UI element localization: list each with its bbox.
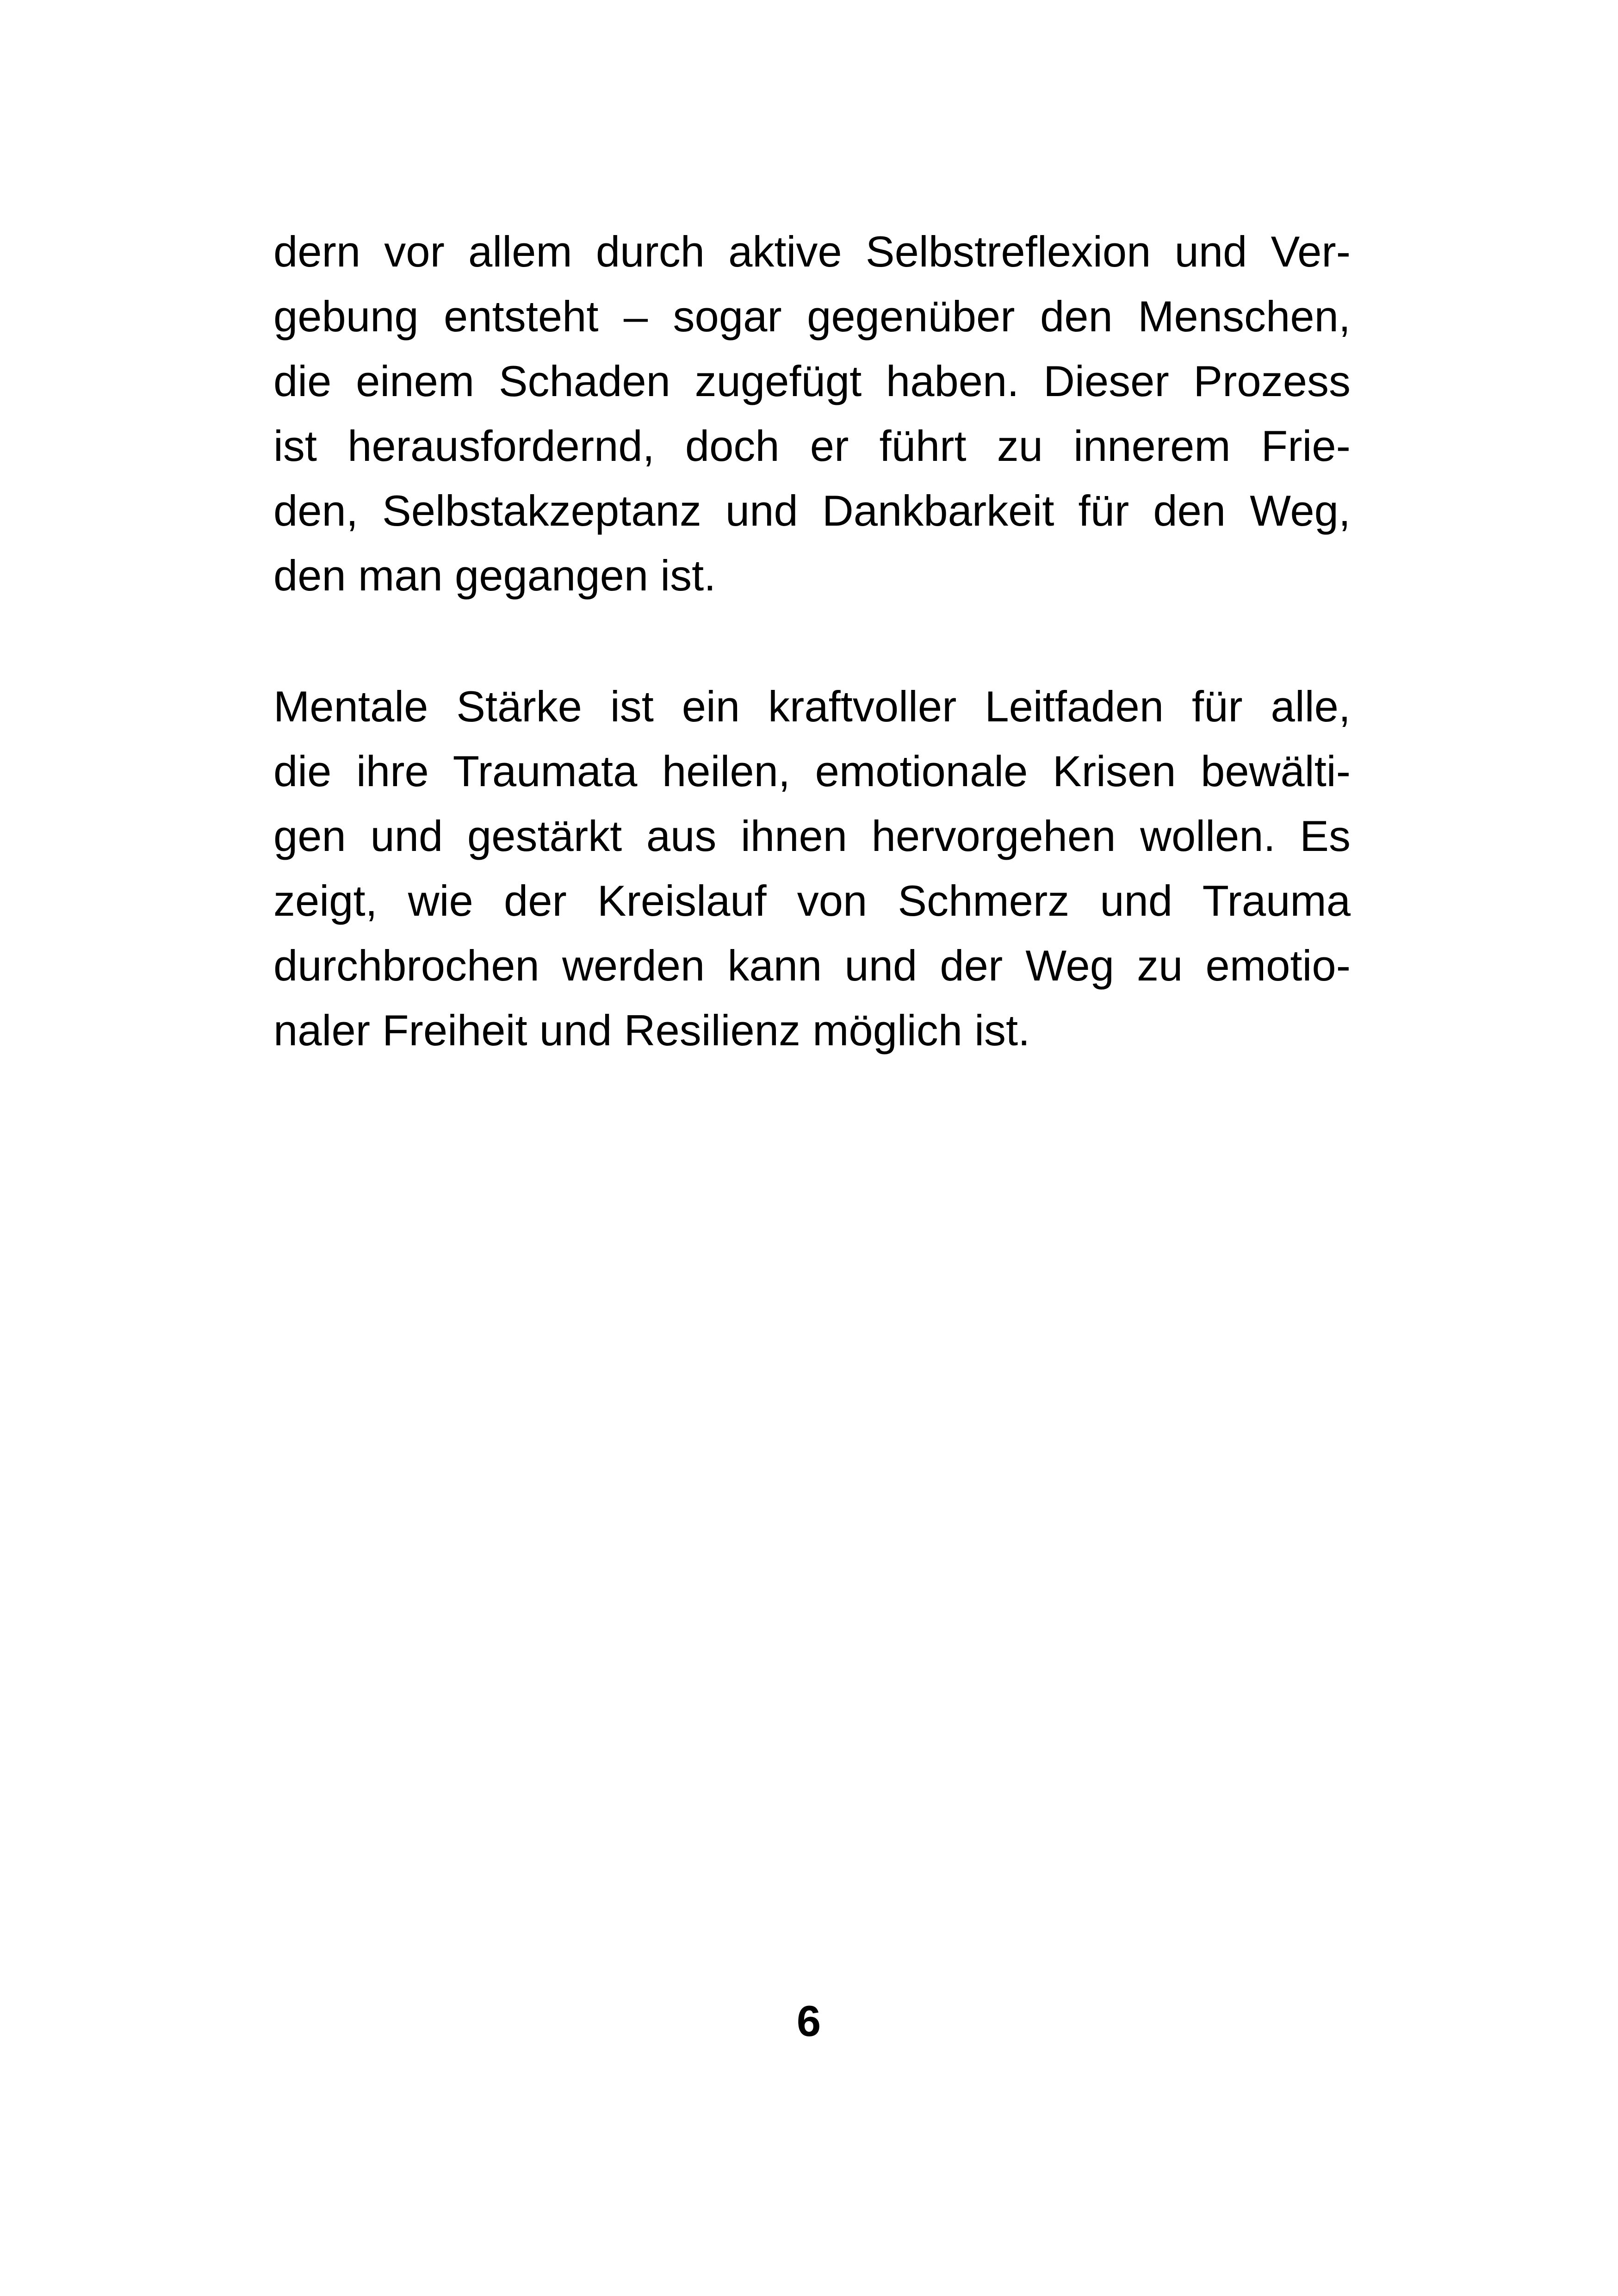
paragraph-line: durchbrochen werden kann und der Weg zu emotio- xyxy=(273,941,1351,990)
paragraph-line: die einem Schaden zugefügt haben. Dieser Prozess xyxy=(273,357,1351,405)
paragraph-line: gebung entsteht – sogar gegenüber den Menschen, xyxy=(273,292,1351,341)
page-number: 6 xyxy=(796,1997,821,2045)
paragraph-1 xyxy=(273,219,1351,608)
paragraph-2 xyxy=(273,674,1351,1063)
paragraph-line: ist herausfordernd, doch er führt zu innerem Frie- xyxy=(273,422,1351,470)
paragraph-line: naler Freiheit und Resilienz möglich ist. xyxy=(273,1006,1030,1055)
paragraph-line: den, Selbstakzeptanz und Dankbarkeit für den Weg, xyxy=(273,486,1351,535)
paragraph-line: dern vor allem durch aktive Selbstreflexion und Ver- xyxy=(273,227,1351,276)
paragraph-line: Mentale Stärke ist ein kraftvoller Leitfaden für alle, xyxy=(273,682,1351,731)
paragraph-line: den man gegangen ist. xyxy=(273,551,716,600)
paragraph-line: gen und gestärkt aus ihnen hervorgehen wollen. Es xyxy=(273,812,1351,860)
paragraph-line: die ihre Traumata heilen, emotionale Krisen bewälti- xyxy=(273,747,1351,795)
paragraph-line: zeigt, wie der Kreislauf von Schmerz und Trauma xyxy=(273,876,1351,925)
